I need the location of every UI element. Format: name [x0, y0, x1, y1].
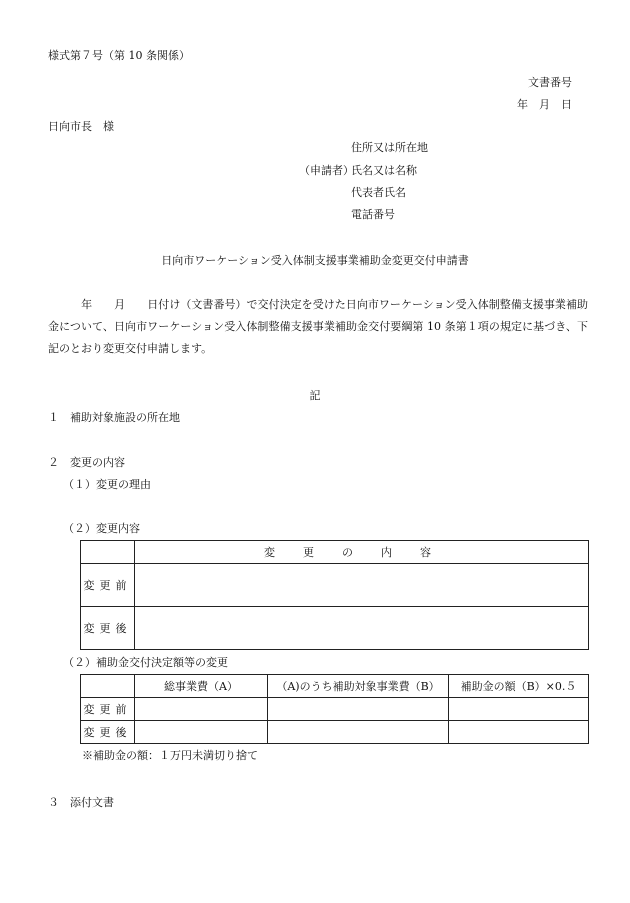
form-number: 様式第７号（第 10 条関係）: [48, 49, 190, 62]
section-1-heading: １ 補助対象施設の所在地: [48, 411, 180, 424]
date-label: 年 月 日: [517, 98, 572, 111]
row-label-before: 変更前: [81, 564, 135, 607]
addressee: 日向市長 様: [48, 120, 114, 133]
table-corner-cell: [81, 675, 135, 698]
ki-heading: 記: [309, 389, 321, 402]
table-cell: [449, 721, 589, 744]
subsection-amount-change: （２）補助金交付決定額等の変更: [63, 656, 228, 669]
applicant-phone-label: 電話番号: [351, 208, 395, 221]
row-label-after: 変更後: [81, 721, 135, 744]
document-title: 日向市ワーケーション受入体制支援事業補助金変更交付申請書: [161, 254, 469, 267]
subsection-change-content: （２）変更内容: [63, 522, 140, 535]
section-3-heading: ３ 添付文書: [48, 796, 114, 809]
table-cell: [268, 698, 449, 721]
header-subsidy-amount: 補助金の額（B）×0.５: [449, 675, 589, 698]
header-total-cost: 総事業費（A）: [135, 675, 268, 698]
applicant-address-label: 住所又は所在地: [351, 141, 428, 154]
change-before-cell: [135, 564, 589, 607]
amount-change-table: [80, 674, 589, 744]
table-cell: [135, 721, 268, 744]
applicant-name-label: 氏名又は名称: [351, 164, 417, 177]
row-label-before: 変更前: [81, 698, 135, 721]
section-2-heading: ２ 変更の内容: [48, 456, 125, 469]
applicant-representative-label: 代表者氏名: [351, 186, 406, 199]
change-after-cell: [135, 607, 589, 650]
table-cell: [449, 698, 589, 721]
document-number-label: 文書番号: [528, 76, 572, 89]
subsection-change-reason: （１）変更の理由: [63, 478, 151, 491]
header-eligible-cost: （A)のうち補助対象事業費（B）: [268, 675, 449, 698]
table-cell: [135, 698, 268, 721]
change-table-header: 変更の内容: [135, 541, 589, 564]
applicant-role: （申請者）: [299, 164, 354, 177]
body-paragraph: 年 月 日付け（文書番号）で交付決定を受けた日向市ワーケーション受入体制整備支援事業補助金について、日向市ワーケーション受入体制整備支援事業補助金交付要綱第 10 条第１項の規定に基づき、下記のとおり変更交付申請します。: [48, 298, 588, 355]
rounding-note: ※補助金の額：１万円未満切り捨て: [82, 749, 258, 762]
table-cell: [268, 721, 449, 744]
table-corner-cell: [81, 541, 135, 564]
change-content-table: [80, 540, 589, 650]
row-label-after: 変更後: [81, 607, 135, 650]
